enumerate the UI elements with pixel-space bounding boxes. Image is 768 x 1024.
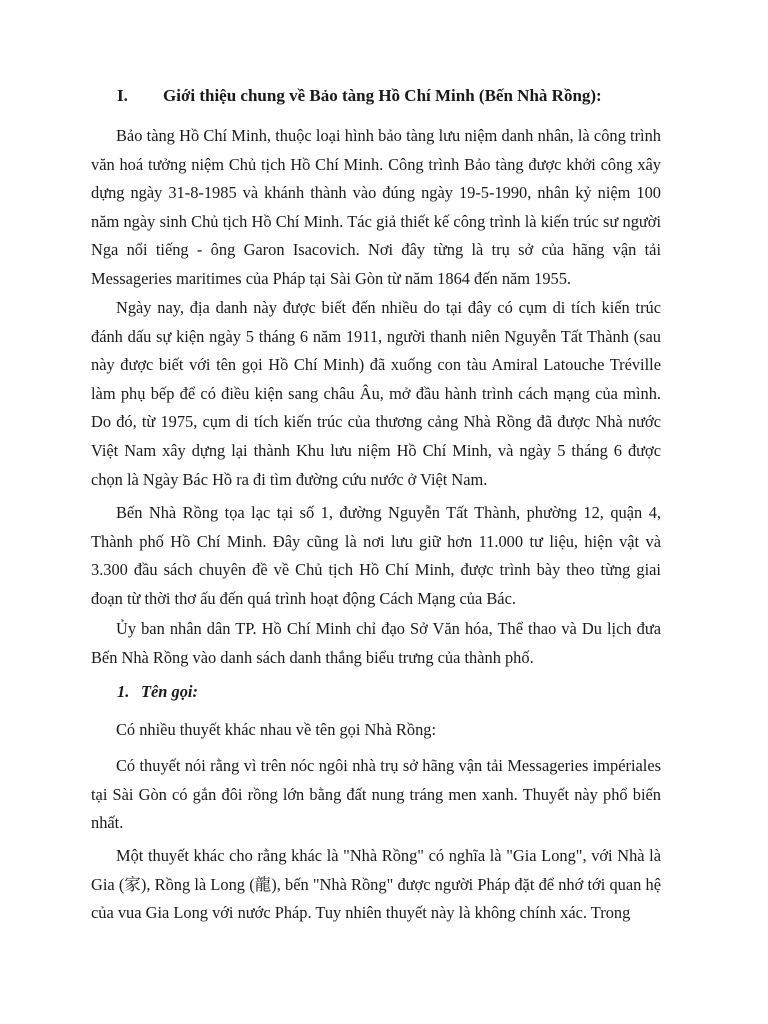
paragraph-history: Ngày nay, địa danh này được biết đến nhiều do tại đây có cụm di tích kiến trúc đánh dấu sự kiện ngày 5 tháng 6 năm 1911, người thanh niên Nguyễn Tất Thành (sau này được biết với tên gọi Hồ Chí Minh) đã xuống con tàu Amiral Latouche Tréville làm phụ bếp để có điều kiện sang châu Âu, mở đầu hành trình cách mạng của mình. Do đó, từ 1975, cụm di tích kiến trúc của thương cảng Nhà Rồng đã được Nhà nước Việt Nam xây dựng lại thành Khu lưu niệm Hồ Chí Minh, và ngày 5 tháng 6 được chọn là Ngày Bác Hồ ra đi tìm đường cứu nước ở Việt Nam. [91,298,661,489]
paragraph-theory-two: Một thuyết khác cho rằng khác là "Nhà Rồng" có nghĩa là "Gia Long", với Nhà là Gia (家), Rồng là Long (龍), bến "Nhà Rồng" được người Pháp đặt để nhớ tới quan hệ của vua Gia Long với nước Pháp. Tuy nhiên thuyết này là không chính xác. Trong [91,846,661,923]
paragraph-theory-one: Có thuyết nói rằng vì trên nóc ngôi nhà trụ sở hãng vận tải Messageries impériales tại Sài Gòn có gắn đôi rồng lớn bằng đất nung tráng men xanh. Thuyết này phổ biến nhất. [91,756,661,833]
paragraph-intro: Bảo tàng Hồ Chí Minh, thuộc loại hình bảo tàng lưu niệm danh nhân, là công trình văn hoá tưởng niệm Chủ tịch Hồ Chí Minh. Công trình Bảo tàng được khởi công xây dựng ngày 31-8-1985 và khánh thành vào đúng ngày 19-5-1990, nhân kỷ niệm 100 năm ngày sinh Chủ tịch Hồ Chí Minh. Tác giả thiết kế công trình là kiến trúc sư người Nga nổi tiếng - ông Garon Isacovich. Nơi đây từng là trụ sở của hãng vận tải Messageries maritimes của Pháp tại Sài Gòn từ năm 1864 đến năm 1955. [91,126,661,288]
subsection-heading [117,682,198,702]
subsection-number: 1. [117,682,130,701]
section-heading [117,86,602,106]
section-title: Giới thiệu chung về Bảo tàng Hồ Chí Minh (Bến Nhà Rồng): [163,86,602,105]
section-number: I. [117,86,128,105]
subsection-title: Tên gọi: [141,682,198,701]
paragraph-location: Bến Nhà Rồng tọa lạc tại số 1, đường Nguyễn Tất Thành, phường 12, quận 4, Thành phố Hồ Chí Minh. Đây cũng là nơi lưu giữ hơn 11.000 tư liệu, hiện vật và 3.300 đầu sách chuyên đề về Chủ tịch Hồ Chí Minh, được trình bày theo từng giai đoạn từ thời thơ ấu đến quá trình hoạt động Cách Mạng của Bác. [91,503,661,608]
paragraph-committee: Ủy ban nhân dân TP. Hồ Chí Minh chỉ đạo Sở Văn hóa, Thể thao và Du lịch đưa Bến Nhà Rồng vào danh sách danh thắng biểu trưng của thành phố. [91,619,661,667]
paragraph-name-theories: Có nhiều thuyết khác nhau về tên gọi Nhà Rồng: [116,720,437,739]
